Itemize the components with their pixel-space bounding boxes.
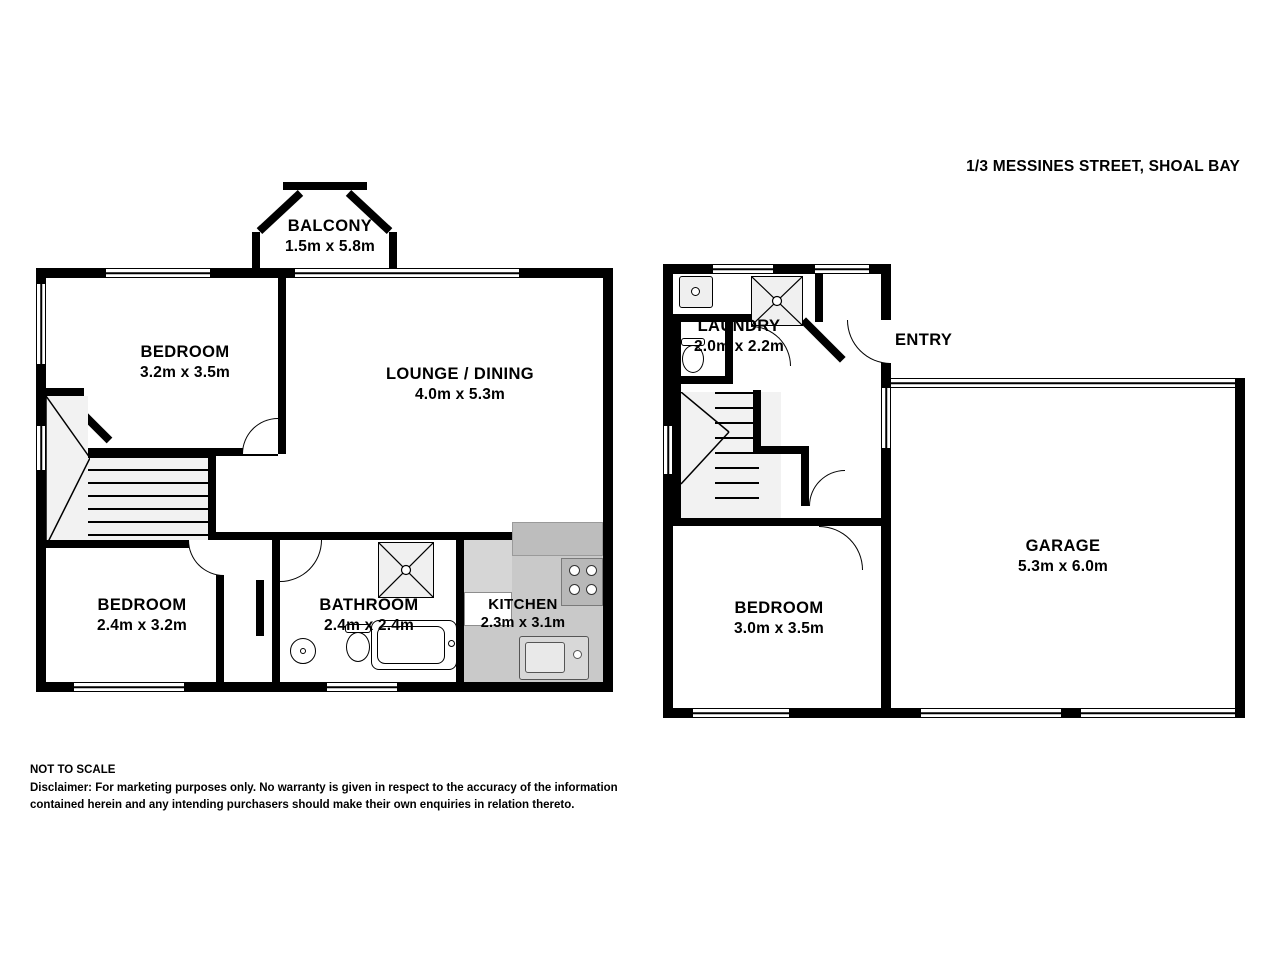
room-dims: 2.4m x 2.4m bbox=[323, 617, 415, 635]
wall-laundry-vert bbox=[673, 314, 681, 380]
door-bedroom2 bbox=[188, 540, 224, 576]
cooktop bbox=[561, 558, 603, 606]
room-dims: 2.3m x 3.1m bbox=[480, 615, 566, 632]
entry-door-opening bbox=[881, 388, 891, 448]
door-understair bbox=[809, 470, 845, 506]
door-jamb-bathroom bbox=[256, 580, 264, 636]
window-bedroom2-bottom bbox=[74, 682, 184, 692]
upper-wall-top-left bbox=[36, 268, 106, 278]
window-lower-left bbox=[663, 426, 673, 474]
window-laundry-top bbox=[713, 264, 773, 274]
bathtub-inner bbox=[377, 626, 445, 664]
balcony-wall-left bbox=[252, 232, 260, 270]
room-name: BEDROOM bbox=[734, 599, 824, 617]
room-label-bedroom-3 bbox=[734, 598, 824, 639]
room-dims: 4.0m x 5.3m bbox=[414, 386, 506, 404]
balcony-wall-top-main-2 bbox=[283, 182, 367, 190]
laundry-tub-drain-icon bbox=[691, 287, 700, 296]
wall-laundry-angled bbox=[800, 317, 845, 362]
garage-wall-bottom-left bbox=[881, 708, 921, 718]
room-dims: 2.4m x 3.2m bbox=[96, 617, 188, 635]
room-name: GARAGE bbox=[1025, 537, 1101, 555]
wall-stair-lower-right bbox=[753, 390, 761, 454]
sink-tap-icon bbox=[573, 650, 582, 659]
wall-lower-band-top bbox=[216, 532, 464, 540]
wall-stair-lower-right3 bbox=[801, 446, 809, 506]
room-dims: 3.2m x 3.5m bbox=[139, 364, 231, 382]
room-name: BALCONY bbox=[287, 217, 373, 235]
upper-wall-right bbox=[603, 268, 613, 692]
lower-floor-plan bbox=[655, 180, 1255, 740]
wall-laundry-right bbox=[815, 274, 823, 322]
window-stairwell-top bbox=[815, 264, 869, 274]
door-bathroom bbox=[280, 540, 322, 582]
kitchen-counter-top bbox=[512, 522, 603, 556]
room-name: LOUNGE / DINING bbox=[385, 365, 535, 383]
wall-stair-lower-bottom bbox=[673, 518, 891, 526]
sink-basin bbox=[525, 642, 565, 673]
balcony-floor bbox=[260, 190, 389, 270]
garage-window-top bbox=[891, 378, 1235, 388]
room-name: BATHROOM bbox=[319, 596, 419, 614]
stair-landing-diagonals bbox=[46, 396, 90, 548]
toilet-bowl bbox=[346, 632, 370, 662]
room-label-lounge-dining bbox=[386, 364, 534, 405]
wall-wc-right bbox=[725, 322, 733, 384]
kitchen-bench-upper bbox=[464, 532, 512, 540]
door-entry bbox=[847, 320, 891, 364]
window-stair-left bbox=[36, 426, 46, 470]
window-bedroom1-top bbox=[106, 268, 210, 278]
upper-floor-plan bbox=[30, 180, 630, 690]
footer-disclaimer bbox=[30, 762, 618, 813]
not-to-scale-text: NOT TO SCALE bbox=[30, 764, 116, 776]
laundry-shower-diagonals bbox=[751, 276, 803, 326]
garage-door-bottom bbox=[921, 708, 1061, 718]
room-label-garage bbox=[1018, 536, 1108, 577]
lower-wall-bottom-left bbox=[663, 708, 693, 718]
balcony-wall-right bbox=[389, 232, 397, 272]
lower-wall-left bbox=[663, 264, 673, 718]
basin-tap-icon bbox=[300, 648, 306, 654]
lower-wall-bottom-left2 bbox=[789, 708, 891, 718]
wall-stair-right bbox=[208, 456, 216, 548]
bathtub-drain-icon bbox=[448, 640, 455, 647]
lower-wall-top-mid bbox=[773, 264, 815, 274]
wall-stair-left-stub bbox=[46, 388, 84, 396]
garage-door-bottom-2 bbox=[1081, 708, 1235, 718]
page-title: 1/3 MESSINES STREET, SHOAL BAY bbox=[966, 158, 1240, 175]
burner-icon bbox=[586, 565, 597, 576]
window-bedroom3-bottom bbox=[693, 708, 789, 718]
room-name: ENTRY bbox=[895, 331, 953, 349]
room-label-bedroom-1 bbox=[140, 342, 230, 383]
window-lounge-slider-right bbox=[399, 268, 519, 278]
garage-wall-bottom-mid bbox=[1061, 708, 1081, 718]
wall-bathroom-right bbox=[456, 532, 464, 692]
kitchen-bench-left bbox=[464, 540, 512, 592]
kitchen-nook bbox=[464, 592, 512, 626]
room-dims: 5.3m x 6.0m bbox=[1017, 558, 1109, 576]
door-laundry bbox=[751, 326, 791, 366]
wall-bedroom1-right bbox=[278, 268, 286, 454]
burner-icon bbox=[586, 584, 597, 595]
wall-wc-bottom bbox=[673, 376, 731, 384]
upper-wall-top-left2 bbox=[210, 268, 260, 278]
room-name: LAUNDRY bbox=[697, 317, 781, 335]
wc-bowl bbox=[682, 345, 704, 373]
window-bedroom1-left bbox=[36, 284, 46, 364]
wall-stair-lower-left bbox=[673, 384, 681, 526]
room-name: BEDROOM bbox=[140, 343, 230, 361]
window-lounge-slider-left bbox=[295, 268, 399, 278]
room-dims: 2.0m x 2.2m bbox=[693, 338, 785, 356]
room-dims: 3.0m x 3.5m bbox=[733, 620, 825, 638]
room-label-entry bbox=[895, 330, 952, 351]
wall-corridor-right bbox=[272, 532, 280, 692]
upper-wall-top-lounge-r bbox=[519, 268, 613, 278]
disclaimer-line-2: contained herein and any intending purchasers should make their own enquiries in relation thereto. bbox=[30, 798, 575, 811]
stair-treads bbox=[88, 456, 216, 546]
disclaimer-line-1: Disclaimer: For marketing purposes only. No warranty is given in respect to the accuracy of the information bbox=[30, 782, 618, 795]
shower-diagonals bbox=[378, 542, 434, 598]
room-name: BEDROOM bbox=[97, 596, 187, 614]
garage-wall-right bbox=[1235, 378, 1245, 718]
door-bedroom3 bbox=[819, 526, 863, 570]
window-bathroom-bottom bbox=[327, 682, 397, 692]
door-bedroom1 bbox=[242, 418, 278, 454]
burner-icon bbox=[569, 565, 580, 576]
room-dims: 1.5m x 5.8m bbox=[284, 238, 376, 256]
room-name: KITCHEN bbox=[488, 596, 558, 613]
burner-icon bbox=[569, 584, 580, 595]
room-label-bedroom-2 bbox=[97, 595, 187, 636]
